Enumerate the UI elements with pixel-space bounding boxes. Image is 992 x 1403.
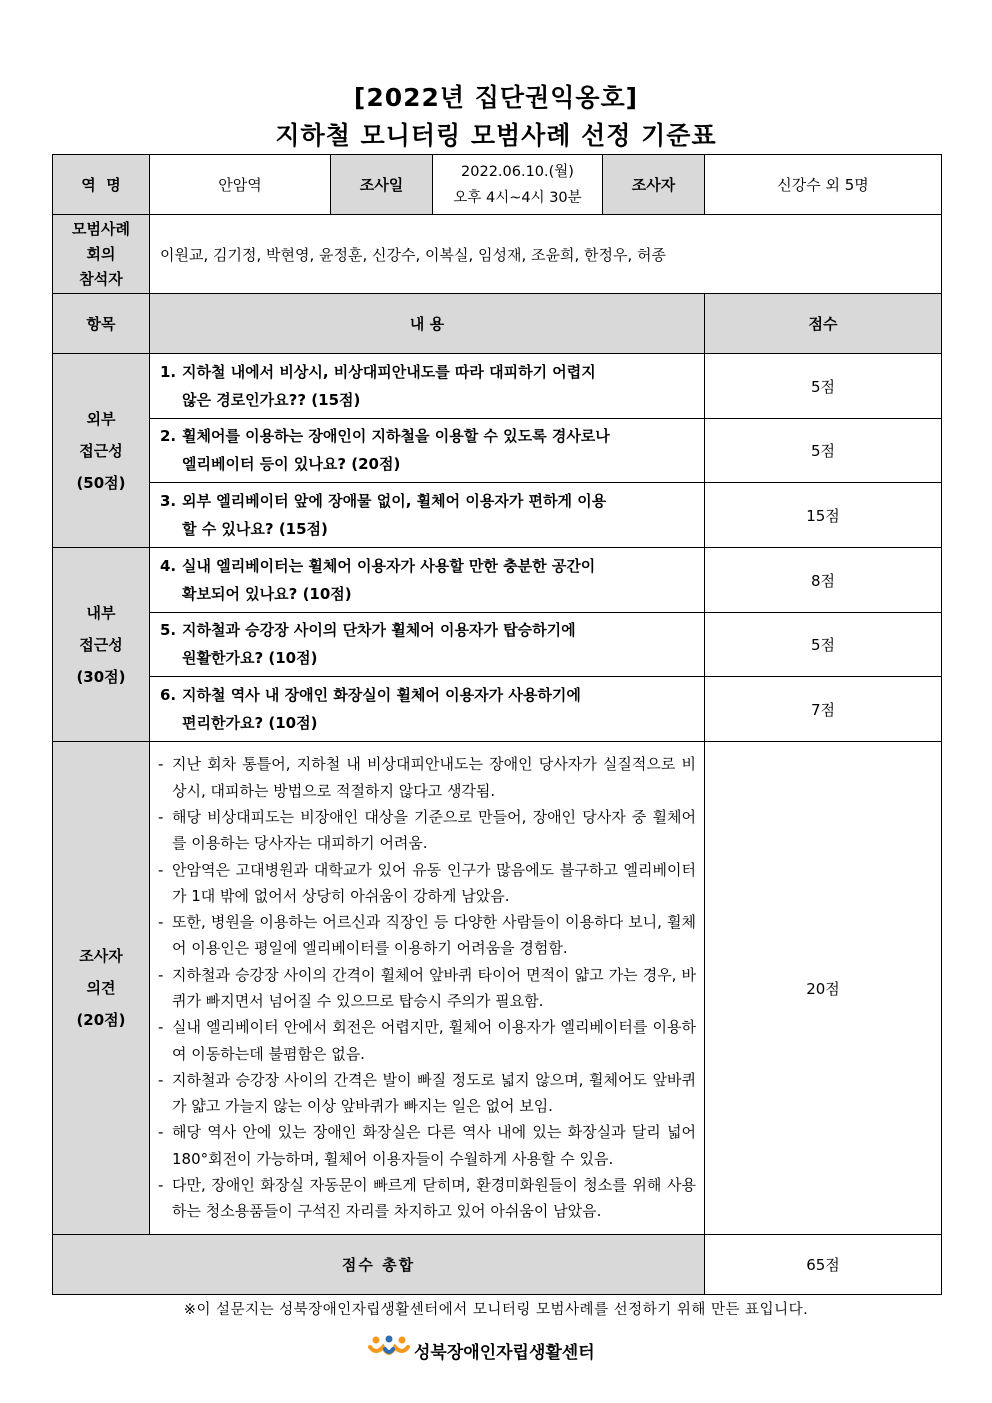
station-label: 역 명 (53, 155, 150, 215)
opinion-text: 지난 회차 통틀어, 지하철 내 비상대피안내도는 장애인 당사자가 실질적으로 비상시, 대피하는 방법으로 적절하지 않다고 생각됨. (172, 755, 696, 800)
question-text-line2: 할 수 있나요? (15점) (182, 519, 328, 538)
opinion-text: 지하철과 승강장 사이의 간격은 발이 빠질 정도로 넓지 않으며, 휠체어도 앞바퀴가 얇고 가늘지 않는 이상 앞바퀴가 빠지는 일은 없어 보임. (172, 1070, 696, 1116)
question-text-line1: 지하철 내에서 비상시, 비상대피안내도를 따라 대피하기 어렵지 (182, 362, 596, 381)
question-1 (150, 354, 705, 419)
question-text-line2: 엘리베이터 등이 있나요? (20점) (182, 455, 401, 473)
opinion-dash: - (158, 1176, 164, 1195)
question-text-line1: 휠체어를 이용하는 장애인이 지하철을 이용할 수 있도록 경사로나 (182, 427, 610, 445)
question-number: 1. (160, 362, 177, 381)
opinion-dash: - (158, 965, 164, 984)
question-number: 4. (160, 556, 177, 575)
total-row (53, 1235, 942, 1295)
question-text-line2: 원활한가요? (10점) (182, 649, 318, 667)
criteria-table (52, 154, 942, 1295)
question-3 (150, 483, 705, 548)
question-5 (150, 613, 705, 677)
question-number: 3. (160, 491, 177, 510)
question-text-line2: 편리한가요? (10점) (182, 713, 318, 732)
opinion-text: 실내 엘리베이터 안에서 회전은 어렵지만, 휠체어 이용자가 엘리베이터를 이용하여 이동하는데 불폄함은 없음. (172, 1018, 696, 1063)
question-5-score: 5점 (705, 613, 942, 677)
footnote: ※이 설문지는 성북장애인자립생활센터에서 모니터링 모범사례를 선정하기 위해 만든 표입니다. (183, 1302, 809, 1318)
total-label: 점수 총합 (53, 1235, 705, 1295)
question-6-score: 7점 (705, 677, 942, 742)
organization-name: 성북장애인자립생활센터 (414, 1342, 595, 1363)
info-row (53, 155, 942, 215)
opinion-label (53, 742, 150, 1235)
section-external-line1: 외부 (86, 409, 116, 428)
opinion-text: 해당 비상대피도는 비장애인 대상을 기준으로 만들어, 장애인 당사자 중 휠체어를 이용하는 당사자는 대피하기 어려움. (172, 807, 696, 853)
opinion-dash: - (158, 807, 164, 826)
question-number: 5. (160, 621, 177, 639)
question-4-score: 8점 (705, 548, 942, 613)
opinion-item (158, 1172, 696, 1225)
total-score: 65점 (705, 1235, 942, 1295)
question-6 (150, 677, 705, 742)
opinion-item (158, 1119, 696, 1172)
opinion-dash: - (158, 1018, 164, 1037)
question-2-score: 5점 (705, 419, 942, 483)
attendees-value: 이원교, 김기정, 박현영, 윤정훈, 신강수, 이복실, 임성재, 조윤희, 한정우, 허종 (150, 215, 942, 294)
attendees-label-line1: 모범사례 (72, 219, 130, 238)
date-value (433, 155, 603, 215)
opinion-dash: - (158, 913, 164, 932)
organization-logo (368, 1335, 595, 1365)
question-3-score: 15점 (705, 483, 942, 548)
station-value: 안암역 (150, 155, 331, 215)
attendees-label-line3: 참석자 (79, 269, 123, 288)
section-external-label (53, 354, 150, 548)
section-external-line2: 접근성 (79, 441, 123, 460)
question-text-line2: 확보되어 있나요? (10점) (182, 584, 352, 603)
opinion-dash: - (158, 755, 164, 774)
question-number: 2. (160, 427, 177, 445)
investigator-label: 조사자 (603, 155, 705, 215)
header-row (53, 294, 942, 354)
opinion-label-line1: 조사자 (79, 947, 123, 965)
question-text-line1: 지하철과 승강장 사이의 단차가 휠체어 이용자가 탑승하기에 (182, 621, 576, 639)
section-internal-label (53, 548, 150, 742)
section-external-line3: (50점) (76, 473, 126, 492)
question-row (53, 483, 942, 548)
question-number: 6. (160, 685, 177, 704)
date-line1: 2022.06.10.(월) (461, 163, 574, 180)
opinion-dash: - (158, 1123, 164, 1142)
date-line2: 오후 4시~4시 30분 (453, 189, 582, 206)
question-2 (150, 419, 705, 483)
opinion-item (158, 751, 696, 804)
question-row (53, 548, 942, 613)
investigator-value: 신강수 외 5명 (705, 155, 942, 215)
opinion-item (158, 857, 696, 910)
opinion-content (150, 742, 705, 1235)
document-title-line1: [2022년 집단권익옹호] (353, 83, 639, 112)
document-title-line2: 지하철 모니터링 모범사례 선정 기준표 (275, 121, 717, 150)
header-score: 점수 (705, 294, 942, 354)
opinion-text: 해당 역사 안에 있는 장애인 화장실은 다른 역사 내에 있는 화장실과 달리 넓어 180°회전이 가능하며, 휠체어 이용자들이 수월하게 사용할 수 있음. (172, 1123, 696, 1168)
question-row (53, 677, 942, 742)
attendees-row (53, 215, 942, 294)
opinion-item (158, 909, 696, 962)
attendees-label (53, 215, 150, 294)
opinion-text: 지하철과 승강장 사이의 간격이 휠체어 앞바퀴 타이어 면적이 얇고 가는 경우, 바퀴가 빠지면서 넘어질 수 있으므로 탑승시 주의가 필요함. (172, 965, 696, 1010)
opinion-text: 다만, 장애인 화장실 자동문이 빠르게 닫히며, 환경미화원들이 청소를 위해 사용하는 청소용품들이 구석진 자리를 차지하고 있어 아쉬움이 남았음. (172, 1176, 696, 1221)
section-internal-line1: 내부 (86, 603, 116, 622)
opinion-dash: - (158, 1070, 164, 1089)
opinion-row (53, 742, 942, 1235)
question-1-score: 5점 (705, 354, 942, 419)
question-text-line1: 외부 엘리베이터 앞에 장애물 없이, 휠체어 이용자가 편하게 이용 (182, 491, 607, 510)
attendees-label-line2: 회의 (86, 244, 116, 263)
opinion-dash: - (158, 860, 164, 879)
opinion-item (158, 1067, 696, 1120)
question-text-line1: 실내 엘리베이터는 휠체어 이용자가 사용할 만한 충분한 공간이 (182, 556, 596, 575)
question-4 (150, 548, 705, 613)
opinion-item (158, 804, 696, 857)
header-content: 내 용 (150, 294, 705, 354)
opinion-text: 안암역은 고대병원과 대학교가 있어 유동 인구가 많음에도 불구하고 엘리베이터가 1대 밖에 없어서 상당히 아쉬움이 강하게 남았음. (172, 860, 696, 905)
question-row (53, 419, 942, 483)
opinion-label-line2: 의견 (86, 979, 116, 997)
date-label: 조사일 (331, 155, 433, 215)
opinion-text: 또한, 병원을 이용하는 어르신과 직장인 등 다양한 사람들이 이용하다 보니, 휠체어 이용인은 평일에 엘리베이터를 이용하기 어려움을 경험함. (172, 913, 696, 958)
question-text-line2: 않은 경로인가요?? (15점) (182, 390, 361, 409)
question-row (53, 354, 942, 419)
opinion-label-line3: (20점) (76, 1011, 126, 1029)
section-internal-line3: (30점) (76, 667, 126, 686)
question-text-line1: 지하철 역사 내 장애인 화장실이 휠체어 이용자가 사용하기에 (182, 685, 581, 704)
opinion-item (158, 962, 696, 1015)
opinion-item (158, 1014, 696, 1067)
people-logo-icon (368, 1335, 410, 1365)
header-item: 항목 (53, 294, 150, 354)
opinion-score: 20점 (705, 742, 942, 1235)
question-row (53, 613, 942, 677)
section-internal-line2: 접근성 (79, 635, 123, 654)
